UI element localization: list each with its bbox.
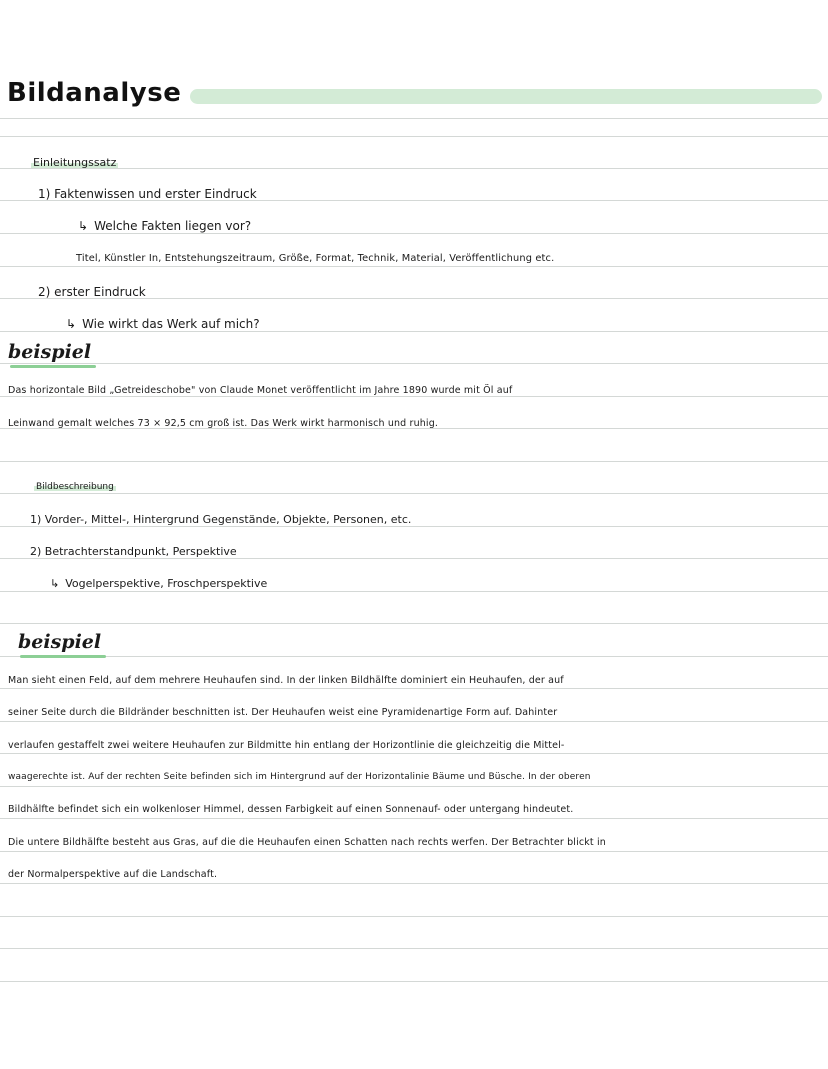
- ruled-line: [0, 721, 828, 722]
- ruled-line: [0, 688, 828, 689]
- list-item-betrachterstandpunkt: 2) Betrachterstandpunkt, Perspektive: [30, 545, 237, 558]
- sub-item-text: Welche Fakten liegen vor?: [94, 219, 252, 233]
- ruled-line: [0, 331, 828, 332]
- sub-item-welche-fakten: [78, 219, 251, 233]
- page-title: Bildanalyse: [7, 78, 182, 108]
- list-item-vorder-mittel-hintergrund: 1) Vorder-, Mittel-, Hintergrund Gegenstände, Objekte, Personen, etc.: [30, 513, 412, 526]
- hook-arrow-icon: ↳: [78, 219, 89, 233]
- list-item-erster-eindruck: 2) erster Eindruck: [38, 285, 146, 299]
- ruled-line: [0, 461, 828, 462]
- ruled-line: [0, 493, 828, 494]
- beispiel-underline: [10, 365, 96, 368]
- ruled-line: [0, 753, 828, 754]
- body-line: Das horizontale Bild „Getreideschobe" von Claude Monet veröffentlicht im Jahre 1890 wurde mit Öl auf: [8, 385, 513, 396]
- hook-arrow-icon: ↳: [50, 577, 60, 590]
- ruled-line: [0, 558, 828, 559]
- ruled-line: [0, 233, 828, 234]
- ruled-line: [0, 656, 828, 657]
- ruled-line: [0, 266, 828, 267]
- beispiel-underline: [20, 655, 106, 658]
- ruled-line: [0, 623, 828, 624]
- ruled-line: [0, 818, 828, 819]
- detail-line-fakten: Titel, Künstler In, Entstehungszeitraum, Größe, Format, Technik, Material, Veröffentlichung etc.: [76, 253, 555, 264]
- ruled-line: [0, 786, 828, 787]
- sub-item-text: Vogelperspektive, Froschperspektive: [65, 577, 268, 590]
- ruled-line: [0, 118, 828, 119]
- body-line: verlaufen gestaffelt zwei weitere Heuhaufen zur Bildmitte hin entlang der Horizontlinie die gleichzeitig die Mittel-: [8, 740, 565, 751]
- body-line: der Normalperspektive auf die Landschaft.: [8, 869, 218, 880]
- ruled-line: [0, 591, 828, 592]
- ruled-line: [0, 136, 828, 137]
- sub-item-wie-wirkt: [66, 317, 260, 331]
- ruled-line: [0, 883, 828, 884]
- ruled-line: [0, 851, 828, 852]
- body-line: Leinwand gemalt welches 73 × 92,5 cm groß ist. Das Werk wirkt harmonisch und ruhig.: [8, 418, 439, 429]
- beispiel-label: beispiel: [8, 341, 92, 363]
- body-line: seiner Seite durch die Bildränder beschnitten ist. Der Heuhaufen weist eine Pyramidenartige Form auf. Dahinter: [8, 707, 558, 718]
- ruled-line: [0, 526, 828, 527]
- ruled-line: [0, 981, 828, 982]
- ruled-line: [0, 363, 828, 364]
- title-highlight-bar: [190, 89, 822, 104]
- sub-item-text: Wie wirkt das Werk auf mich?: [82, 317, 260, 331]
- section-heading-bildbeschreibung: Bildbeschreibung: [36, 482, 114, 492]
- ruled-line: [0, 168, 828, 169]
- ruled-line: [0, 396, 828, 397]
- ruled-line: [0, 948, 828, 949]
- sub-item-perspektiven: [50, 577, 267, 590]
- beispiel-label: beispiel: [18, 631, 102, 653]
- body-line: Man sieht einen Feld, auf dem mehrere Heuhaufen sind. In der linken Bildhälfte dominiert ein Heuhaufen, der auf: [8, 675, 564, 686]
- hook-arrow-icon: ↳: [66, 317, 77, 331]
- section-heading-einleitungssatz: Einleitungssatz: [33, 156, 117, 169]
- ruled-line: [0, 916, 828, 917]
- body-line: Bildhälfte befindet sich ein wolkenloser Himmel, dessen Farbigkeit auf einen Sonnenauf- oder untergang hindeutet.: [8, 804, 574, 815]
- body-line: Die untere Bildhälfte besteht aus Gras, auf die die Heuhaufen einen Schatten nach rechts werfen. Der Betrachter blickt in: [8, 837, 606, 848]
- list-item-faktenwissen: 1) Faktenwissen und erster Eindruck: [38, 187, 257, 201]
- body-line: waagerechte ist. Auf der rechten Seite befinden sich im Hintergrund auf der Horizontalinie Bäume und Büsche. In der oberen: [8, 772, 591, 782]
